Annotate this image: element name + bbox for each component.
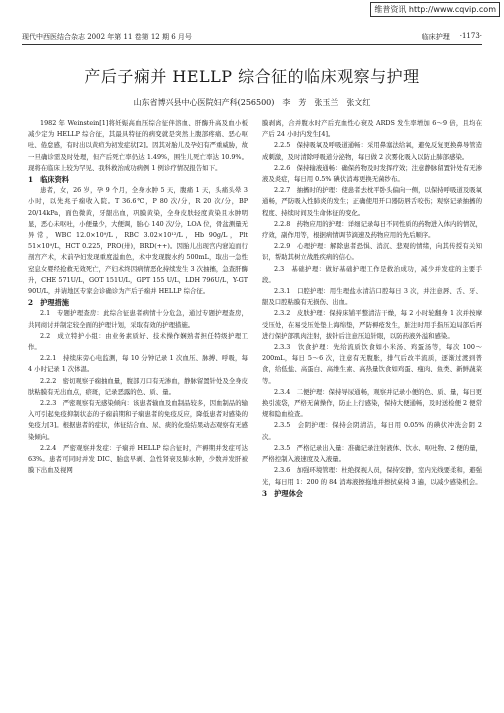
paragraph: 2.2.4 严密观察并发症：子痫并 HELLP 综合征时，产褥期并发症可达 63%。患者可同时并发 DIC、胎盘早剥、急性肾衰及肺水肿，少数并发肝被膜下出血及视网: [28, 443, 248, 475]
running-head-right: [422, 32, 482, 42]
left-column: [28, 118, 248, 477]
page-number: ·1173·: [459, 32, 482, 40]
right-column: [262, 118, 482, 499]
paragraph: 2.2.9 心理护理：解除患者恐惧、消沉、悲观的情绪，向其传授有关知识，帮助其树立战胜疾病的信心。: [262, 242, 482, 262]
paragraph: 2.2 成立特护小组：由业务素质好、技术操作娴熟者担任特级护理工作。: [28, 331, 248, 352]
paragraph: 1982 年 Weinstein[1]将妊娠高血压综合征伴溶血、肝酶升高及血小板减少定为 HELLP 综合征，其最具特征的病变就是突然上腹部疼痛、恶心呕吐、倦怠感，有时出以黄疸为初发症状[2]。因其对胎儿及孕妇有严重威胁，故一旦确诊需及时处理，但产后死亡率仍达 1.49%，围生儿死亡率达 10.9%。现将在临床上较为罕见、我科救治成功病例 1 例诊疗情况报告如下。: [28, 119, 248, 172]
paragraph: 2.3.4 二便护理：保持导尿通畅，观察并记录小便的色、质、量，每日更换引流袋，严格无菌操作，防止上行感染，保持大便通畅，及时送检便 2 便常规和隐血检查。: [262, 387, 482, 419]
section-heading: 3 护理体会: [262, 488, 303, 498]
paragraph: 2.3.5 严格记录出入量：准确记录注射液体、饮水、呕吐物、2 便的量，严格控制入液速度及入液量。: [262, 443, 482, 464]
paragraph: 患者，女，26 岁，孕 9 个月，全身水肿 5 天，腹痛 1 天，头痛头晕 3 小时，以先兆子痫收入院。T 36.6℃，P 80 次/分，R 20 次/分，BP 20/14kPa，面色微黄，牙龈出血，巩膜黄染，全身皮肤轻度黄染且水肿明显，恶心未呕吐，小便量少，大便调，胎心 140 次/分，LOA 位，骨盆测量无异常，WBC 12.0×10⁹/L，RBC 3.02×10¹²/L，Hb 90g/L，Plt 51×10⁹/L，HCT 0.225，PRO(卅)，BRD(++)。因胎儿出现宫内窘迫而行剖宫产术，术前孕妇发现重度溢血色，术中发现腹水约 500mL，取出一急性窒息女婴经抢救无效死亡，产妇术终因病情恶化持续发生 3 次抽搐，急查肝酶升，CHE 571U/L，GOT 151U/L，GPT 155 U/L，LDH 796U/L，Y-GT 90U/L，并请地区专家会诊确诊为产后子痫并 HELLP 综合征。: [28, 186, 248, 296]
paragraph: 2.3.5 会阴护理：保持会阴清洁，每日用 0.05% 的碘伏冲洗会阴 2 次。: [262, 421, 482, 441]
paragraph: 2.2.8 药物应用的护理：详细记录每日不同性质的药物进入体内的情况，疗效，副作用等，根据病情调节滴速及药物应用的先后顺序。: [262, 219, 482, 240]
paragraph: 2.2.3 严密观察有无感染倾向：该患者输血及血制品较多，因血制品的输入可引起免疫抑制状态的子痫前期和子痫患者的免疫反应，降低患者对感染的免疫力[3]。根据患者的症状，体征结合血、尿、痰的化验结果动态观察有无感染倾向。: [28, 399, 248, 441]
paragraph: 2.2.1 持续床旁心电监测，每 10 分钟记录 1 次血压、脉搏、呼吸，每 4 小时记录 1 次体温。: [28, 354, 248, 374]
paragraph: 2.2.2 密切观察子痫抽血量，腹部刀口有无渗血，静脉留置针处及全身皮肤粘膜有无出血点，瘀斑，记录恶露的色、质、量。: [28, 376, 248, 396]
section-heading: 2 护理措施: [28, 298, 69, 308]
paragraph: 2.2.6 保持输液通畅：确保药物及时发挥疗效；注意静脉留置针处有无渗液及炎症，每日用 0.5% 碘伏消毒更换无菌纱布。: [262, 163, 482, 184]
paragraph: 2.3 基础护理：做好基础护理工作是救治成功，减少并发症的主要手段。: [262, 264, 482, 284]
paragraph: 2.3.1 口腔护理：用生理盐水清洁口腔每日 3 次，并注意唇、舌、牙、龈及口腔粘膜有无损伤、出血。: [262, 287, 482, 307]
section-heading: 1 临床资料: [28, 175, 69, 185]
article-title: 产后子痫并 HELLP 综合征的临床观察与护理: [84, 67, 420, 86]
paragraph: 2.3.2 皮肤护理：保持床铺平整清洁干燥，每 2 小时轮翻身 1 次并按摩受压处，在易受压处垫上海绵垫，严防褥疮发生，脏注时用手指压迫局部后再进行保护部肌肉注射，拔针后注意压迫针眼，以防药液外溢和感染。: [262, 309, 482, 340]
paragraph: 2.3.6 加强环境管理：杜绝探视人员，保持安静，室内光线要柔和，避强光，每日用 1：200 的 84 消毒液擦拖地并擦拭桌椅 3 遍，以减少感染机会。: [262, 466, 482, 486]
paragraph: 2.2.5 保持吸氧及呼吸道通畅：采用鼻塞法给氧，避免反复更换鼻导管造成刺激，及时清除呼吸道分泌物，每日做 2 次雾化吸入以防止肺部感染。: [262, 141, 482, 161]
paragraph: 2.3.3 饮食护理：先给流质饮食如小米汤、鸡蛋汤等，每次 100～200mL，每日 5～6 次，注意有无腹胀，排气后改半流质，逐渐过渡到普食，给低盐、高蛋白、高维生素、高热量饮食如鸡蛋、瘦肉、鱼类、新鲜蔬菜等。: [262, 343, 482, 385]
running-head: [22, 30, 482, 45]
paragraph: 2.2.7 抽搐时的护理：使患者去枕平卧头偏向一侧，以保持呼吸道及吸氧通畅，严防吸入性肺炎的发生；正确使用开口器防唇舌咬伤；观察记录抽搐的程度、持续时间及生命体征的变化。: [262, 186, 482, 217]
section-name: 临床护理: [421, 33, 450, 41]
paragraph: 2.1 专题护理查房：此综合征患者病情十分危急，通过专题护理查房，共同商讨并制定较全面的护理计划，采取有效的护理措施。: [28, 309, 248, 329]
article-authors: 山东省博兴县中心医院妇产科(256500) 李 芳 张玉兰 张文红: [133, 98, 371, 107]
watermark: 维普资讯 http://www.cqvip.com: [370, 2, 500, 17]
journal-info: 现代中西医结合杂志 2002 年第 11 卷第 12 期 6 月号: [22, 33, 192, 41]
paragraph: 膜剥离，合并腹水时产后充血性心衰及 ARDS 发生率增加 6～9 倍，且均在产后 24 小时内发生[4]。: [262, 119, 482, 139]
